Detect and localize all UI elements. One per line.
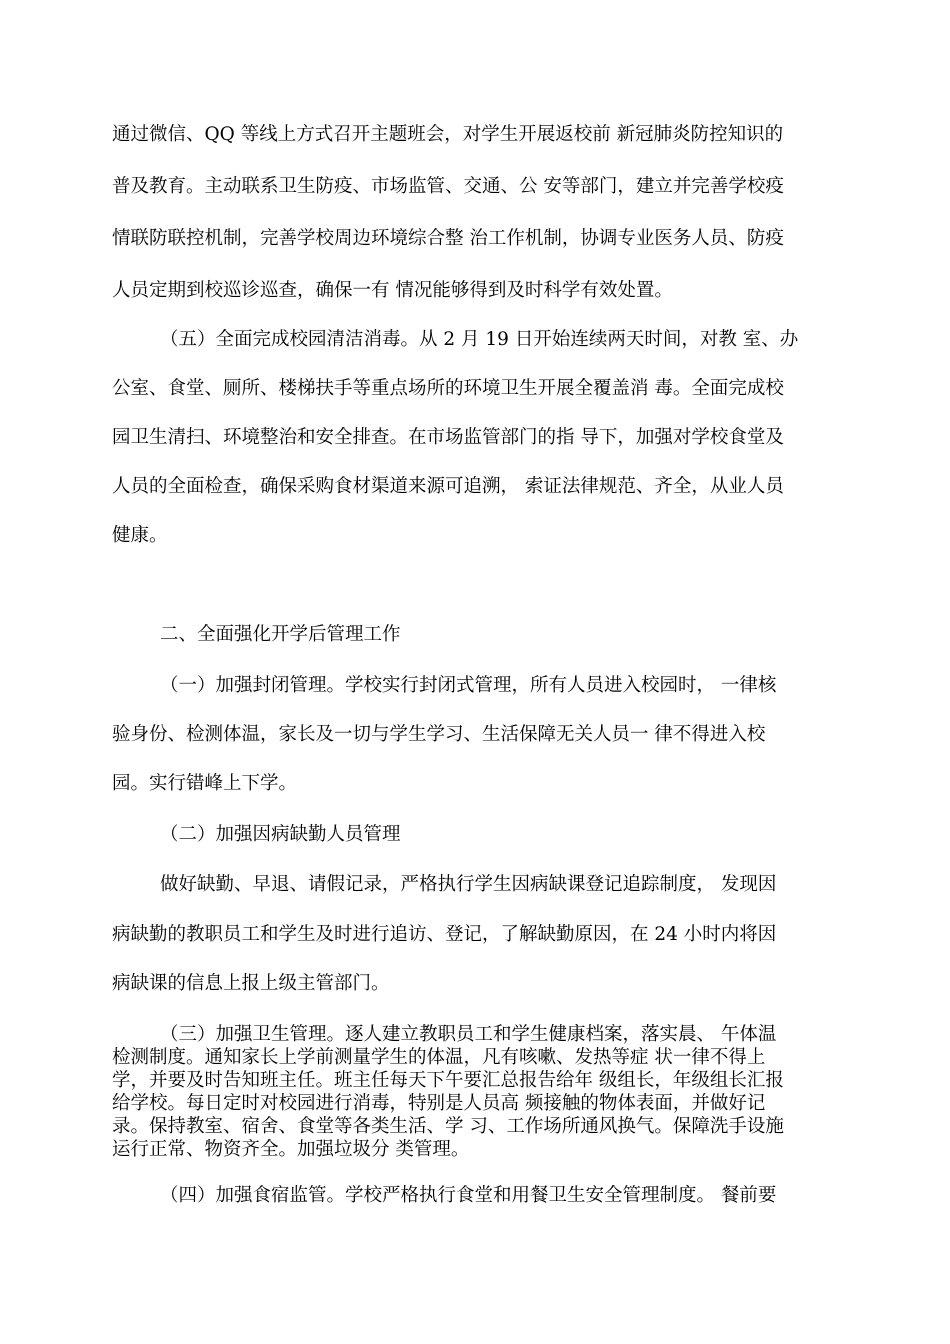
text-line: （五）全面完成校园清洁消毒。从 2 月 19 日开始连续两天时间，对教 室、办 <box>160 329 799 350</box>
text-line: 公室、食堂、厕所、楼梯扶手等重点场所的环境卫生开展全覆盖消 毒。全面完成校 <box>112 378 784 399</box>
text-line: （一）加强封闭管理。学校实行封闭式管理，所有人员进入校园时， 一律核 <box>160 675 777 696</box>
text-line: 园卫生清扫、环境整治和安全排查。在市场监管部门的指 导下，加强对学校食堂及 <box>112 427 784 448</box>
text-line: 通过微信、QQ 等线上方式召开主题班会，对学生开展返校前 新冠肺炎防控知识的 <box>112 124 784 145</box>
text-line: 检测制度。通知家长上学前测量学生的体温，凡有咳嗽、发热等症 状一律不得上 <box>112 1047 766 1068</box>
text-line: 学，并要及时告知班主任。班主任每天下午要汇总报告给年 级组长，年级组长汇报 <box>112 1070 784 1091</box>
text-line: 病缺勤的教职员工和学生及时进行追访、登记，了解缺勤原因，在 24 小时内将因 <box>112 924 777 945</box>
text-line: （三）加强卫生管理。逐人建立教职员工和学生健康档案，落实晨、 午体温 <box>160 1024 777 1045</box>
text-line: 录。保持教室、宿舍、食堂等各类生活、学 习、工作场所通风换气。保障洗手设施 <box>112 1116 784 1137</box>
subsection-heading: （二）加强因病缺勤人员管理 <box>160 824 401 845</box>
text-line: 验身份、检测体温，家长及一切与学生学习、生活保障无关人员一 律不得进入校 <box>112 724 766 745</box>
text-line: 园。实行错峰上下学。 <box>112 773 298 794</box>
text-line: 给学校。每日定时对校园进行消毒，特别是人员高 频接触的物体表面，并做好记 <box>112 1093 766 1114</box>
text-line: 病缺课的信息上报上级主管部门。 <box>112 973 390 994</box>
text-line: 做好缺勤、早退、请假记录，严格执行学生因病缺课登记追踪制度， 发现因 <box>160 874 777 895</box>
text-line: （四）加强食宿监管。学校严格执行食堂和用餐卫生安全管理制度。 餐前要 <box>160 1185 777 1206</box>
text-line: 人员定期到校巡诊巡查，确保一有 情况能够得到及时科学有效处置。 <box>112 280 673 301</box>
text-line: 人员的全面检查，确保采购食材渠道来源可追溯， 索证法律规范、齐全，从业人员 <box>112 476 784 497</box>
text-line: 情联防联控机制，完善学校周边环境综合整 治工作机制，协调专业医务人员、防疫 <box>112 228 784 249</box>
text-line: 普及教育。主动联系卫生防疫、市场监管、交通、公 安等部门，建立并完善学校疫 <box>112 176 784 197</box>
text-line: 运行正常、物资齐全。加强垃圾分 类管理。 <box>112 1139 470 1160</box>
section-heading: 二、全面强化开学后管理工作 <box>160 624 401 645</box>
text-line: 健康。 <box>112 525 168 546</box>
